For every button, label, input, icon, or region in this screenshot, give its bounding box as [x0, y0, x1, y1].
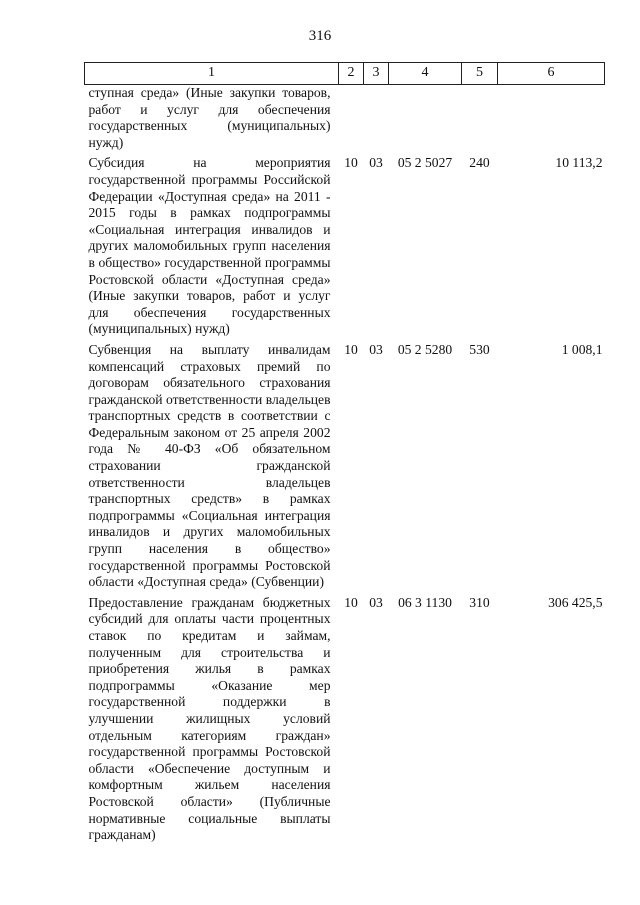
header-col-3: 3	[364, 63, 389, 85]
row-section	[339, 85, 364, 156]
row-expense-type: 530	[469, 341, 490, 357]
row-expense-type	[462, 85, 498, 156]
row-amount: 306 425,5	[548, 594, 603, 610]
row-amount: 10 113,2	[555, 155, 603, 171]
row-subsection	[364, 85, 389, 156]
row-subsection: 03	[369, 594, 383, 610]
row-description: Субвенция на выплату инвалидам компенсаций страховых премий по договорам обязательного страхования гражданской ответственности владельцев транспортных средств в соответствии с Федеральным законом от 25 апреля 2002 года № 40-ФЗ «Об обязательном страховании гражданской ответственности владельцев транспортных средств» в рамках подпрограммы «Социальная интеграция инвалидов и других маломобильных групп населения в общество» государственной программы Ростовской области «Доступная среда» (Субвенции)	[88, 341, 331, 590]
row-section: 10	[344, 594, 358, 610]
table-row	[85, 342, 605, 595]
header-col-6: 6	[498, 63, 605, 85]
header-row	[85, 63, 605, 85]
row-section: 10	[344, 341, 358, 357]
table-body	[85, 85, 605, 848]
row-description: Субсидия на мероприятия государственной программы Российской Федерации «Доступная среда» на 2011 - 2015 годы в рамках подпрограммы «Социальная интеграция инвалидов и других маломобильных групп населения в общество» государственной программы Ростовской области «Доступная среда» (Иные закупки товаров, работ и услуг для обеспечения государственных (муниципальных) нужд)	[88, 155, 331, 337]
row-subsection: 03	[369, 341, 383, 357]
table-row	[85, 85, 605, 156]
row-amount: 1 008,1	[561, 341, 603, 357]
row-expense-type: 310	[469, 594, 490, 610]
row-expense-type: 240	[469, 155, 490, 171]
row-amount	[498, 85, 605, 156]
row-description: Предоставление гражданам бюджетных субсидий для оплаты части процентных ставок по кредитам и займам, полученным для строительства и приобретения жилья в рамках подпрограммы «Оказание мер государственной поддержки в улучшении жилищных условий отдельным категориям граждан» государственной программы Ростовской области «Обеспечение доступным и комфортным жильем населения Ростовской области» (Публичные нормативные социальные выплаты гражданам)	[88, 594, 331, 843]
header-col-4: 4	[389, 63, 462, 85]
row-subsection: 03	[369, 155, 383, 171]
row-target-code: 06 3 1130	[398, 594, 452, 610]
budget-table	[84, 62, 605, 848]
row-target-code: 05 2 5027	[397, 155, 453, 171]
header-col-2: 2	[339, 63, 364, 85]
header-col-5: 5	[462, 63, 498, 85]
row-target-code: 05 2 5280	[397, 341, 453, 357]
header-col-1: 1	[85, 63, 339, 85]
table-row	[85, 595, 605, 848]
page-number: 316	[308, 28, 332, 44]
table-row	[85, 155, 605, 342]
row-section: 10	[344, 155, 358, 171]
row-target-code	[389, 85, 462, 156]
table-header	[85, 63, 605, 85]
row-description: ступная среда» (Иные закупки товаров, работ и услуг для обеспечения государственных (муниципальных) нужд)	[88, 85, 331, 150]
